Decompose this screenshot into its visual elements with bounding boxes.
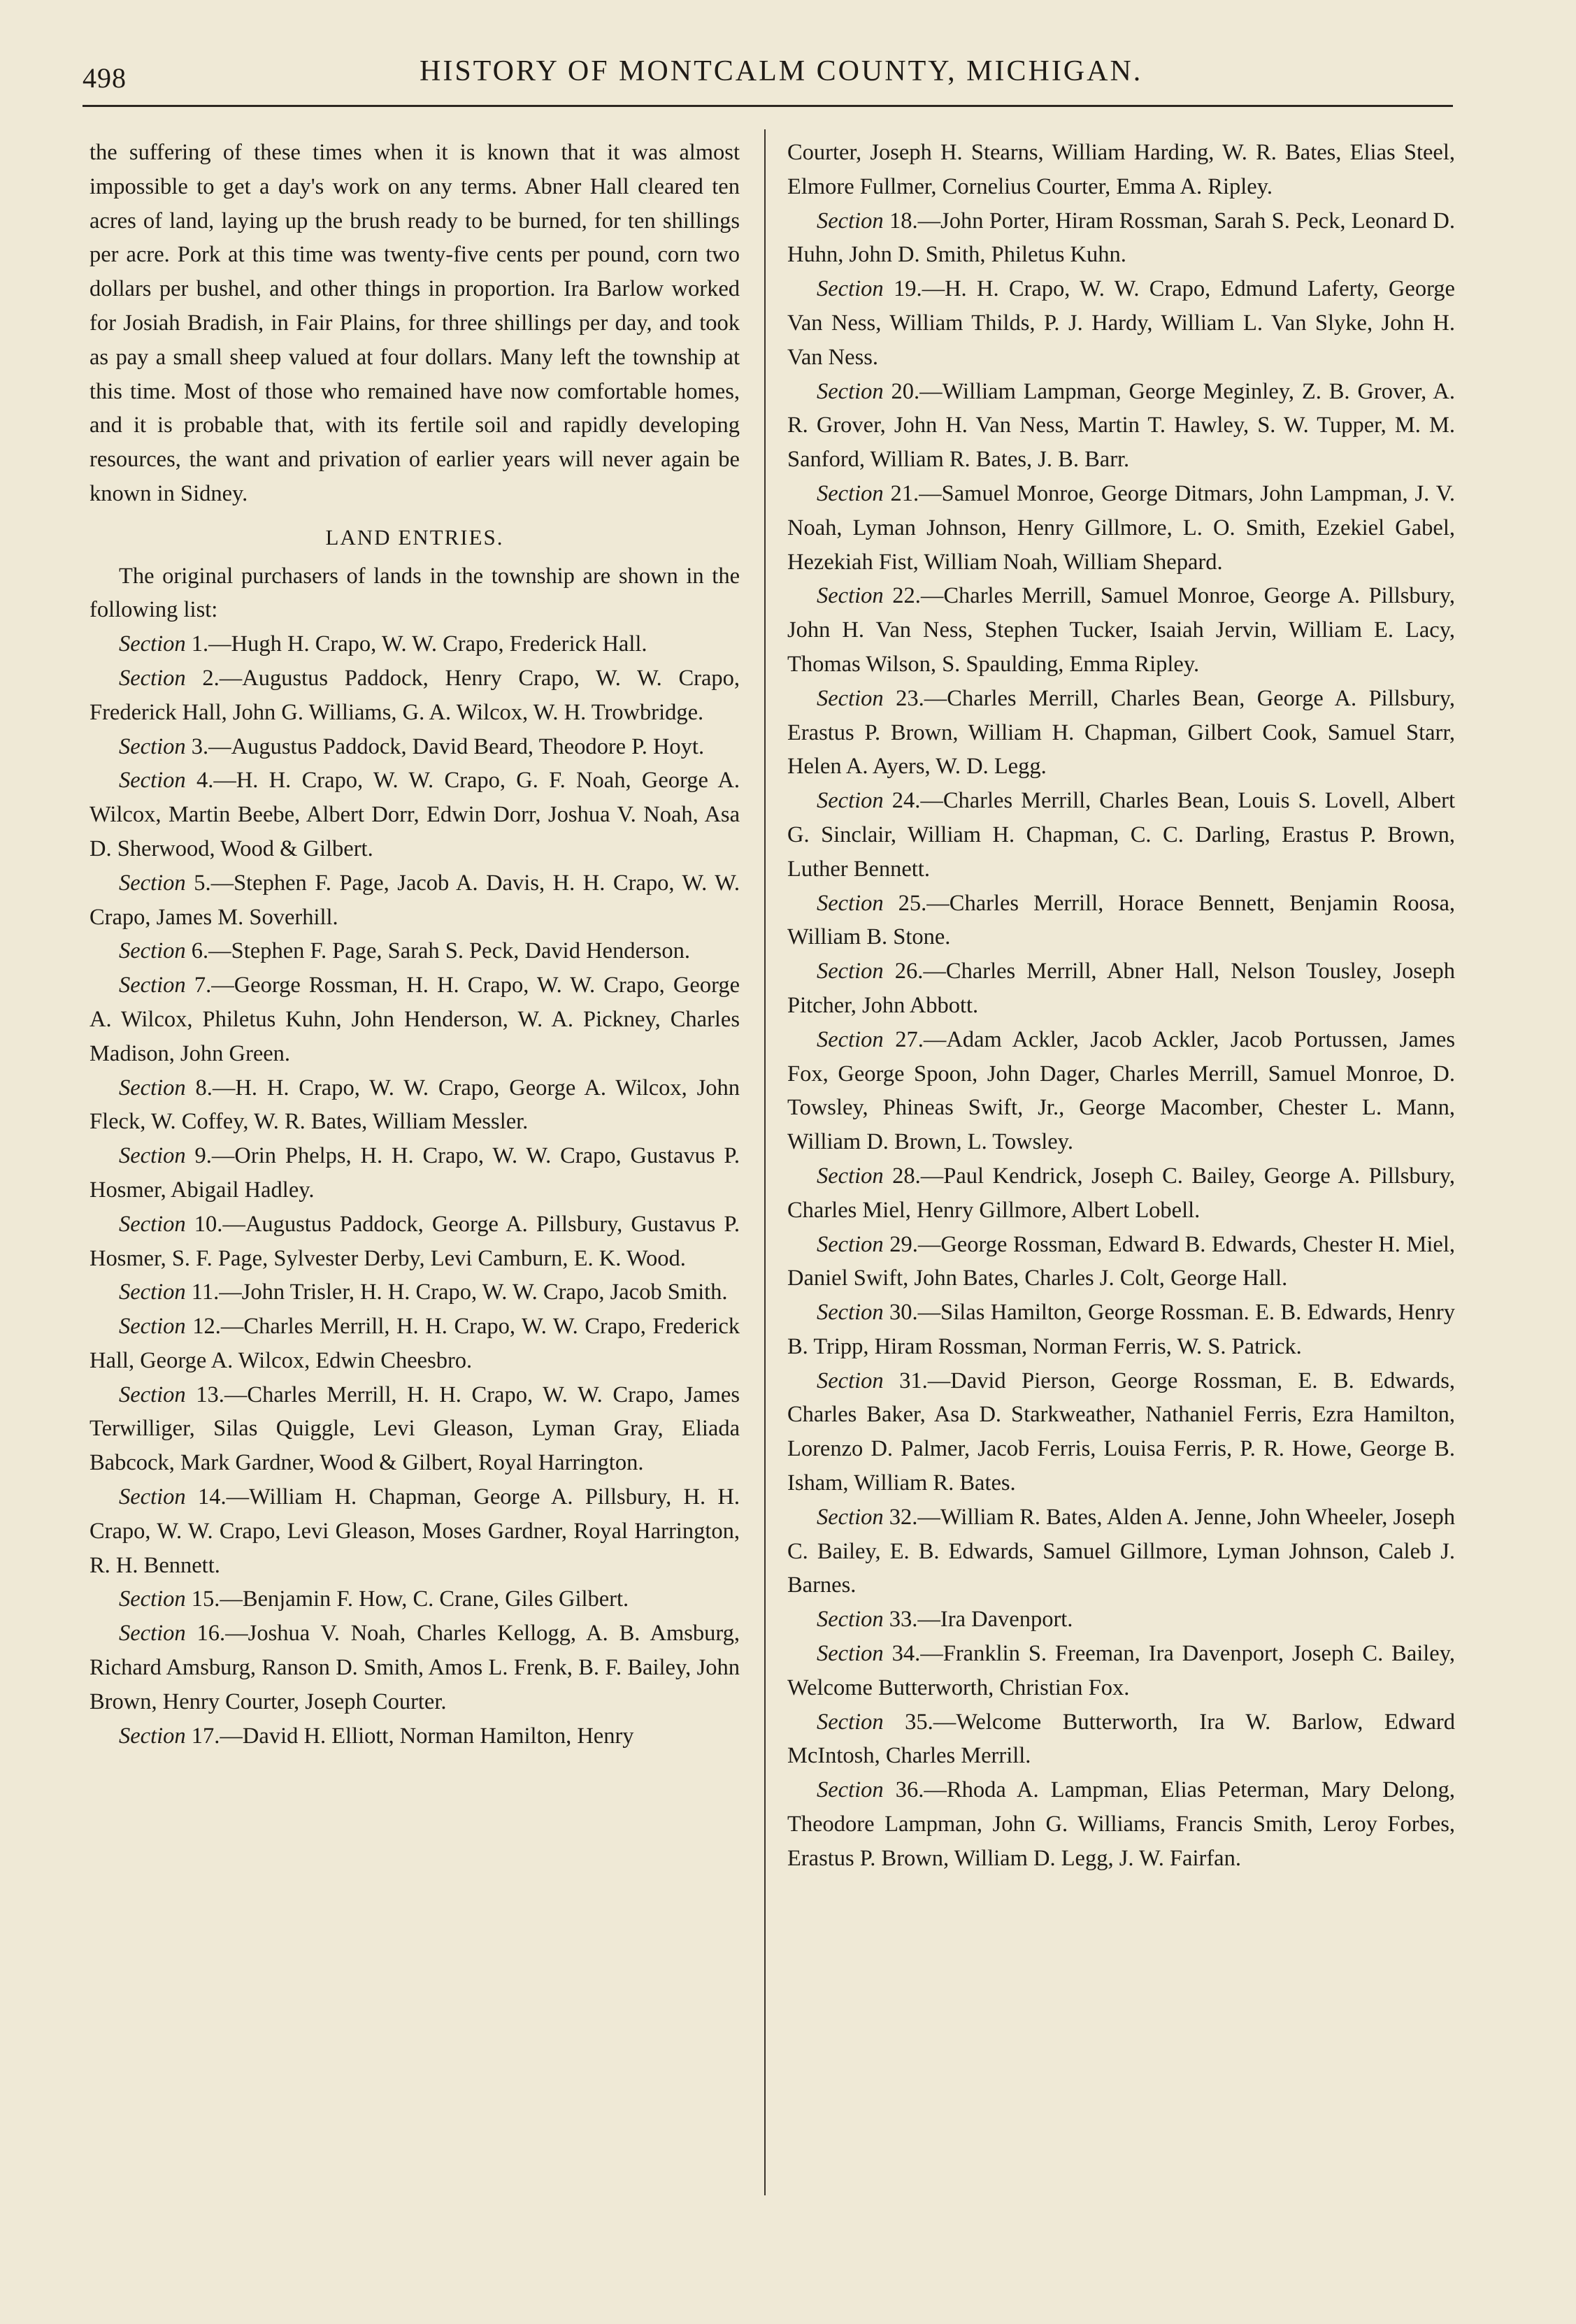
- land-entry: [787, 204, 1455, 273]
- land-entry: [89, 763, 740, 866]
- section-label: Section: [119, 1586, 186, 1612]
- section-label: Section: [119, 973, 186, 998]
- land-entry-text: 27.—Adam Ackler, Jacob Ackler, Jacob Portussen, James Fox, George Spoon, John Dager, Charles Merrill, Samuel Monroe, D. Towsley, Phineas Swift, Jr., George Macomber, Chester L. Mann, William D. Brown, L. Towsley.: [787, 1026, 1455, 1155]
- land-entry-text: 17.—David H. Elliott, Norman Hamilton, Henry: [185, 1723, 634, 1749]
- section-label: Section: [119, 1143, 186, 1169]
- section-label: Section: [817, 1026, 884, 1052]
- section-label: Section: [817, 788, 884, 814]
- section-heading: LAND ENTRIES.: [325, 524, 504, 550]
- section-label: Section: [817, 276, 884, 302]
- section-label: Section: [119, 1723, 186, 1749]
- land-entry-text: 24.—Charles Merrill, Charles Bean, Louis S. Lovell, Albert G. Sinclair, William H. Chapman, C. C. Darling, Erastus P. Brown, Luther Bennett.: [787, 788, 1455, 882]
- land-entry-text: 3.—Augustus Paddock, David Beard, Theodore P. Hoyt.: [185, 733, 705, 759]
- land-entry: [787, 1705, 1455, 1774]
- land-entry-text: 36.—Rhoda A. Lampman, Elias Peterman, Mary Delong, Theodore Lampman, John G. Williams, Francis Smith, Leroy Forbes, Erastus P. Brown, William D. Legg, J. W. Fairfan.: [787, 1777, 1455, 1871]
- section-label: Section: [817, 480, 884, 506]
- section-label: Section: [119, 1621, 186, 1647]
- land-entry: [787, 682, 1455, 784]
- land-entry: [787, 272, 1455, 374]
- land-entry: [89, 1207, 740, 1276]
- land-entry: [89, 1310, 740, 1378]
- running-title: HISTORY OF MONTCALM COUNTY, MICHIGAN.: [420, 55, 1143, 87]
- land-entry: [89, 866, 740, 935]
- land-entry-text: 30.—Silas Hamilton, George Rossman. E. B. Edwards, Henry B. Tripp, Hiram Rossman, Norman Ferris, W. S. Patrick.: [787, 1300, 1455, 1359]
- land-entry-text: 1.—Hugh H. Crapo, W. W. Crapo, Frederick Hall.: [185, 631, 647, 657]
- land-entry-text: 34.—Franklin S. Freeman, Ira Davenport, Joseph C. Bailey, Welcome Butterworth, Christian Fox.: [787, 1641, 1455, 1700]
- land-entry-text: 14.—William H. Chapman, George A. Pillsbury, H. H. Crapo, W. W. Crapo, Levi Gleason, Moses Gardner, Royal Harrington, R. H. Bennett.: [89, 1484, 740, 1578]
- left-land-entries: [89, 627, 740, 1753]
- section-label: Section: [119, 733, 186, 759]
- land-entry-text: 16.—Joshua V. Noah, Charles Kellogg, A. B. Amsburg, Richard Amsburg, Ranson D. Smith, Amos L. Frenk, B. F. Bailey, John Brown, Henry Courter, Joseph Courter.: [89, 1621, 740, 1714]
- land-entry: [787, 954, 1455, 1023]
- section-label: Section: [817, 1231, 884, 1257]
- header-rule: [83, 105, 1453, 107]
- land-entry-text: 8.—H. H. Crapo, W. W. Crapo, George A. Wilcox, John Fleck, W. Coffey, W. R. Bates, William Messler.: [89, 1075, 740, 1135]
- land-entry-text: 35.—Welcome Butterworth, Ira W. Barlow, Edward McIntosh, Charles Merrill.: [787, 1709, 1455, 1769]
- section-label: Section: [817, 1777, 884, 1803]
- land-entry: [89, 1275, 740, 1310]
- continuation-paragraph: Courter, Joseph H. Stearns, William Harding, W. R. Bates, Elias Steel, Elmore Fullmer, Cornelius Courter, Emma A. Ripley.: [787, 140, 1455, 199]
- land-entry-text: 6.—Stephen F. Page, Sarah S. Peck, David Henderson.: [185, 938, 690, 964]
- land-entry: [89, 934, 740, 968]
- land-entry-text: 32.—William R. Bates, Alden A. Jenne, John Wheeler, Joseph C. Bailey, E. B. Edwards, Samuel Gillmore, Lyman Johnson, Caleb J. Barnes.: [787, 1504, 1455, 1598]
- land-entry-text: 9.—Orin Phelps, H. H. Crapo, W. W. Crapo, Gustavus P. Hosmer, Abigail Hadley.: [89, 1143, 740, 1203]
- land-entry-text: 20.—William Lampman, George Meginley, Z. B. Grover, A. R. Grover, John H. Van Ness, Martin T. Hawley, S. W. Tupper, M. M. Sanford, William R. Bates, J. B. Barr.: [787, 378, 1455, 473]
- land-entry-text: 22.—Charles Merrill, Samuel Monroe, George A. Pillsbury, John H. Van Ness, Stephen Tucker, Isaiah Jervin, William E. Lacy, Thomas Wilson, S. Spaulding, Emma Ripley.: [787, 583, 1455, 677]
- land-entry: [787, 1364, 1455, 1500]
- land-entry-text: 25.—Charles Merrill, Horace Bennett, Benjamin Roosa, William B. Stone.: [787, 890, 1455, 950]
- land-entry-text: 23.—Charles Merrill, Charles Bean, George A. Pillsbury, Erastus P. Brown, William H. Chapman, Gilbert Cook, Samuel Starr, Helen A. Ayers, W. D. Legg.: [787, 685, 1455, 780]
- section-label: Section: [817, 208, 884, 234]
- land-entry: [787, 375, 1455, 477]
- land-entry: [787, 784, 1455, 886]
- land-entry: [787, 1602, 1455, 1637]
- section-label: Section: [119, 938, 186, 964]
- land-entry: [787, 579, 1455, 681]
- land-entry: [89, 1378, 740, 1480]
- land-entry-text: 26.—Charles Merrill, Abner Hall, Nelson Tousley, Joseph Pitcher, John Abbott.: [787, 959, 1455, 1018]
- land-entry: [89, 1071, 740, 1140]
- section-label: Section: [119, 1484, 186, 1510]
- section-label: Section: [817, 1300, 884, 1326]
- land-entry-text: 11.—John Trisler, H. H. Crapo, W. W. Crapo, Jacob Smith.: [185, 1279, 728, 1305]
- land-entry-text: 12.—Charles Merrill, H. H. Crapo, W. W. Crapo, Frederick Hall, George A. Wilcox, Edwin Cheesbro.: [89, 1314, 740, 1373]
- section-label: Section: [817, 890, 884, 916]
- land-entry: [89, 1139, 740, 1207]
- land-entry-text: 21.—Samuel Monroe, George Ditmars, John Lampman, J. V. Noah, Lyman Johnson, Henry Gillmore, L. O. Smith, Ezekiel Gabel, Hezekiah Fist, William Noah, William Shepard.: [787, 480, 1455, 575]
- page-number: 498: [83, 62, 127, 94]
- land-entry-text: 31.—David Pierson, George Rossman, E. B. Edwards, Charles Baker, Asa D. Starkweather, Nathaniel Ferris, Ezra Hamilton, Lorenzo D. Palmer, Jacob Ferris, Louisa Ferris, P. R. Howe, George B. Isham, William R. Bates.: [787, 1368, 1455, 1496]
- section-label: Section: [119, 665, 186, 691]
- land-entry: [89, 1582, 740, 1616]
- section-label: Section: [119, 631, 186, 657]
- land-entry: [89, 968, 740, 1070]
- land-entry: [787, 1228, 1455, 1296]
- land-entry: [89, 730, 740, 764]
- left-column: [89, 136, 740, 1753]
- land-entry: [787, 1773, 1455, 1875]
- section-label: Section: [817, 378, 884, 404]
- land-entry-text: 19.—H. H. Crapo, W. W. Crapo, Edmund Laferty, George Van Ness, William Thilds, P. J. Hardy, William L. Van Slyke, John H. Van Ness.: [787, 276, 1455, 370]
- land-entry-text: 28.—Paul Kendrick, Joseph C. Bailey, George A. Pillsbury, Charles Miel, Henry Gillmore, Albert Lobell.: [787, 1163, 1455, 1223]
- land-entry: [787, 1159, 1455, 1228]
- section-label: Section: [817, 583, 884, 609]
- page-header: [0, 0, 1576, 112]
- land-entry-text: 15.—Benjamin F. How, C. Crane, Giles Gilbert.: [185, 1586, 629, 1612]
- land-entry-text: 10.—Augustus Paddock, George A. Pillsbury, Gustavus P. Hosmer, S. F. Page, Sylvester Derby, Levi Camburn, E. K. Wood.: [89, 1211, 740, 1271]
- land-entry: [787, 1637, 1455, 1705]
- section-label: Section: [119, 870, 186, 896]
- land-entry-text: 2.—Augustus Paddock, Henry Crapo, W. W. Crapo, Frederick Hall, John G. Williams, G. A. Wilcox, W. H. Trowbridge.: [89, 665, 740, 725]
- land-entry-text: 7.—George Rossman, H. H. Crapo, W. W. Crapo, George A. Wilcox, Philetus Kuhn, John Henderson, W. A. Pickney, Charles Madison, John Green.: [89, 973, 740, 1066]
- section-label: Section: [119, 1211, 186, 1237]
- section-label: Section: [119, 1314, 186, 1340]
- land-entry: [89, 1480, 740, 1582]
- land-entry-text: 5.—Stephen F. Page, Jacob A. Davis, H. H. Crapo, W. W. Crapo, James M. Soverhill.: [89, 870, 740, 930]
- right-column: [787, 136, 1455, 1876]
- land-entry: [89, 627, 740, 661]
- land-entry: [787, 1500, 1455, 1602]
- land-entry: [787, 477, 1455, 579]
- section-label: Section: [119, 1279, 186, 1305]
- section-label: Section: [817, 959, 884, 984]
- intro-paragraph: the suffering of these times when it is known that it was almost impossible to get a day's work on any terms. Abner Hall cleared ten acres of land, laying up the brush ready to be burned, for ten shillings per acre. Pork at this time was twenty-five cents per pound, corn two dollars per bushel, and other things in proportion. Ira Barlow worked for Josiah Bradish, in Fair Plains, for three shillings per day, and took as pay a small sheep valued at four dollars. Many left the township at this time. Most of those who remained have now comfortable homes, and it is probable that, with its fertile soil and rapidly developing resources, the want and privation of earlier years will never again be known in Sidney.: [89, 140, 740, 506]
- section-label: Section: [817, 685, 884, 711]
- land-entry-text: 13.—Charles Merrill, H. H. Crapo, W. W. Crapo, James Terwilliger, Silas Quiggle, Levi Gleason, Lyman Gray, Eliada Babcock, Mark Gardner, Wood & Gilbert, Royal Harrington.: [89, 1382, 740, 1476]
- section-label: Section: [119, 1382, 186, 1407]
- land-entry: [89, 661, 740, 730]
- section-label: Section: [817, 1641, 884, 1667]
- land-entry-text: 4.—H. H. Crapo, W. W. Crapo, G. F. Noah, George A. Wilcox, Martin Beebe, Albert Dorr, Edwin Dorr, Joshua V. Noah, Asa D. Sherwood, Wood & Gilbert.: [89, 768, 740, 861]
- section-label: Section: [817, 1709, 884, 1735]
- section-label: Section: [119, 1075, 186, 1100]
- land-entry-text: 29.—George Rossman, Edward B. Edwards, Chester H. Miel, Daniel Swift, John Bates, Charles J. Colt, George Hall.: [787, 1231, 1455, 1291]
- land-entry: [787, 1023, 1455, 1159]
- right-land-entries: [787, 204, 1455, 1876]
- land-entry: [787, 887, 1455, 955]
- section-label: Section: [119, 768, 186, 794]
- land-entry-text: 33.—Ira Davenport.: [883, 1607, 1073, 1633]
- section-label: Section: [817, 1163, 884, 1189]
- land-entry: [787, 1296, 1455, 1364]
- land-entry-text: 18.—John Porter, Hiram Rossman, Sarah S. Peck, Leonard D. Huhn, John D. Smith, Philetus Kuhn.: [787, 208, 1455, 268]
- land-entry: [89, 1719, 740, 1753]
- section-label: Section: [817, 1607, 884, 1633]
- section-label: Section: [817, 1368, 884, 1393]
- lead-paragraph: The original purchasers of lands in the township are shown in the following list:: [89, 563, 740, 623]
- section-label: Section: [817, 1504, 884, 1530]
- land-entry: [89, 1616, 740, 1719]
- column-divider: [764, 129, 766, 2195]
